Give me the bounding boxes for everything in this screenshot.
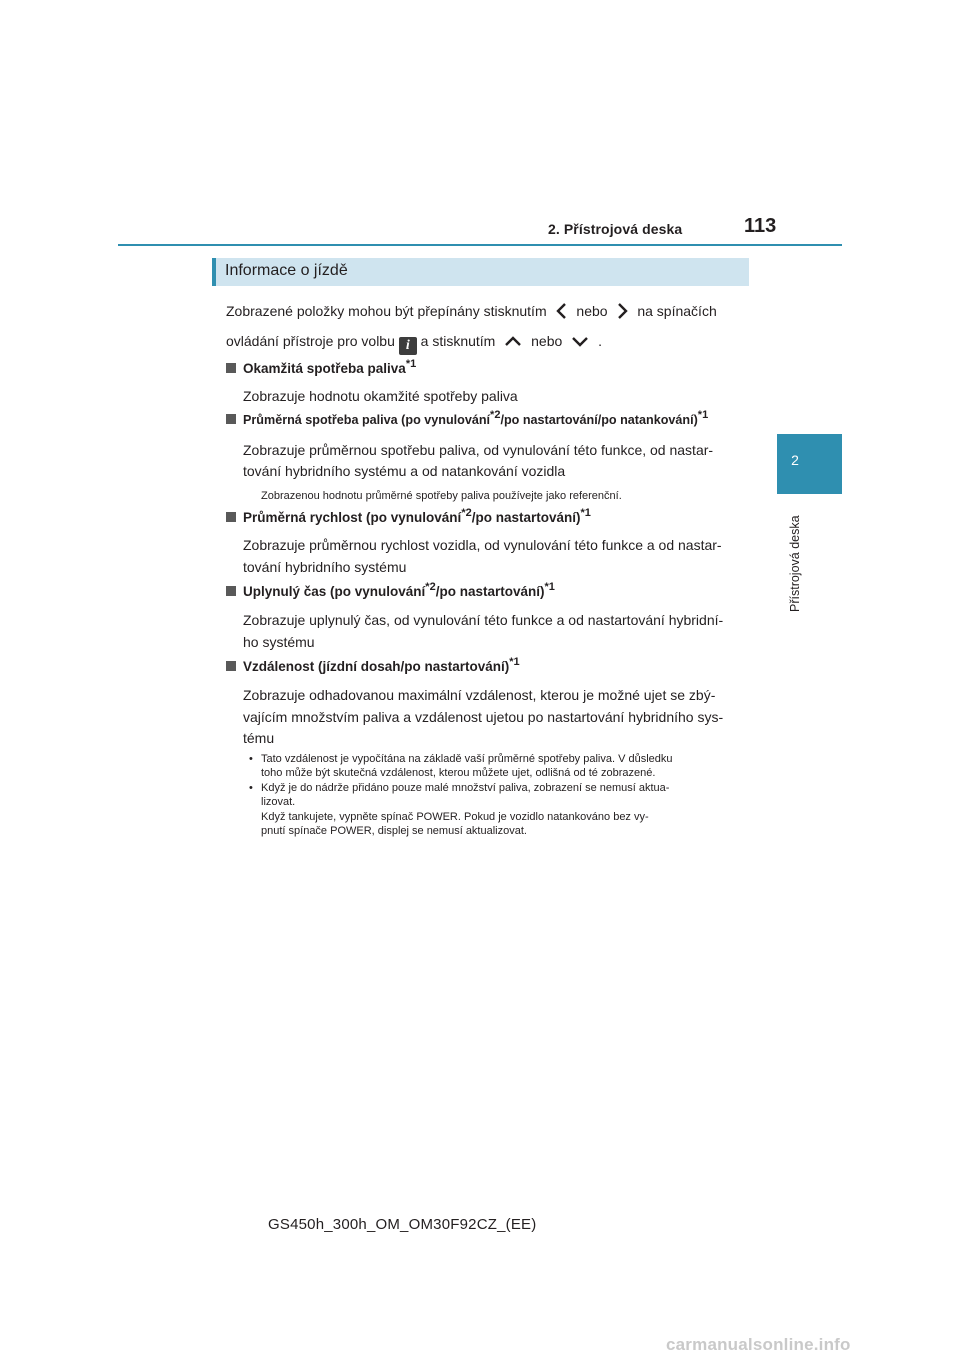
item-desc: tému (243, 730, 275, 746)
note-bullet-icon: • (249, 753, 253, 765)
intro-line-1 (226, 300, 717, 322)
header-rule (118, 244, 842, 246)
chapter-tab-label: Přístrojová deska (788, 515, 802, 612)
section-heading-bar (212, 258, 749, 286)
bullet-square-icon (226, 586, 236, 596)
intro-text: na spínačích (637, 303, 717, 319)
item-desc: Zobrazuje průměrnou spotřebu paliva, od vynulování této funkce, od nastar- (243, 442, 714, 458)
footnote-mark: *1 (544, 581, 555, 593)
intro-line-2 (226, 330, 602, 355)
item-desc: Zobrazuje průměrnou rychlost vozidla, od vynulování této funkce a od nastar- (243, 537, 722, 553)
footnote-mark: *2 (490, 409, 501, 421)
item-desc: Zobrazuje uplynulý čas, od vynulování této funkce a od nastartování hybridní- (243, 612, 724, 628)
page-number: 113 (744, 215, 777, 237)
item-note: Když je do nádrže přidáno pouze malé množství paliva, zobrazení se nemusí aktua- (261, 782, 670, 794)
note-bullet-icon: • (249, 782, 253, 794)
item-heading-average-fuel: Průměrná spotřeba paliva (po vynulování$^{*2}$/po nastartování/po natankování)$^{*1}$ (226, 410, 708, 430)
item-heading-distance: Vzdálenost (jízdní dosah/po nastartování)$^{*1}$ (226, 657, 520, 677)
item-note: Zobrazenou hodnotu průměrné spotřeby paliva používejte jako referenční. (261, 490, 622, 502)
bullet-square-icon (226, 661, 236, 671)
intro-text: Zobrazené položky mohou být přepínány stisknutím (226, 303, 547, 319)
item-desc: tování hybridního systému a od natankování vozidla (243, 463, 566, 479)
footnote-mark: *1 (509, 656, 520, 668)
bullet-square-icon (226, 512, 236, 522)
info-icon: i (399, 337, 417, 355)
bullet-square-icon (226, 363, 236, 373)
bullet-square-icon (226, 414, 236, 424)
chapter-tab-number: 2 (791, 452, 799, 468)
document-footer: GS450h_300h_OM_OM30F92CZ_(EE) (268, 1216, 537, 1233)
intro-text: . (598, 333, 602, 349)
item-note: Když tankujete, vypněte spínač POWER. Pokud je vozidlo natankováno bez vy- (261, 811, 649, 823)
item-note: Tato vzdálenost je vypočítána na základě vaší průměrné spotřeby paliva. V důsledku (261, 753, 673, 765)
item-heading-elapsed-time: Uplynulý čas (po vynulování$^{*2}$/po nastartování)$^{*1}$ (226, 582, 555, 602)
footnote-mark: *2 (425, 581, 436, 593)
chevron-right-icon (611, 300, 633, 322)
footnote-mark: *1 (697, 409, 709, 421)
intro-text: a stisknutím (420, 333, 496, 349)
intro-text: nebo (576, 303, 608, 319)
intro-text: nebo (531, 333, 563, 349)
item-note: lizovat. (261, 796, 296, 808)
chevron-down-icon (566, 330, 594, 352)
chapter-tab-label-wrap (786, 500, 804, 630)
running-header-section: 2. Přístrojová deska (548, 221, 683, 237)
item-desc: tování hybridního systému (243, 559, 407, 575)
chevron-left-icon (551, 300, 573, 322)
footnote-mark: *1 (405, 358, 417, 370)
item-desc: ho systému (243, 634, 315, 650)
item-heading-average-speed: Průměrná rychlost (po vynulování$^{*2}$/po nastartování)$^{*1}$ (226, 508, 591, 528)
item-note: toho může být skutečná vzdálenost, kterou můžete ujet, odlišná od té zobrazené. (261, 767, 656, 779)
item-desc: Zobrazuje hodnotu okamžité spotřeby paliva (243, 388, 518, 404)
item-note: pnutí spínače POWER, displej se nemusí aktualizovat. (261, 825, 527, 837)
item-desc: Zobrazuje odhadovanou maximální vzdálenost, kterou je možné ujet se zbý- (243, 687, 716, 703)
item-desc: vajícím množstvím paliva a vzdálenost ujetou po nastartování hybridního sys- (243, 709, 724, 725)
watermark: carmanualsonline.info (666, 1335, 851, 1354)
footnote-mark: *2 (461, 507, 472, 519)
footnote-mark: *1 (580, 507, 591, 519)
item-heading-instant-fuel: Okamžitá spotřeba paliva$^{*1}$ (226, 359, 416, 379)
chevron-up-icon (499, 330, 527, 352)
intro-text: ovládání přístroje pro volbu (226, 333, 395, 349)
section-title: Informace o jízdě (225, 262, 348, 279)
